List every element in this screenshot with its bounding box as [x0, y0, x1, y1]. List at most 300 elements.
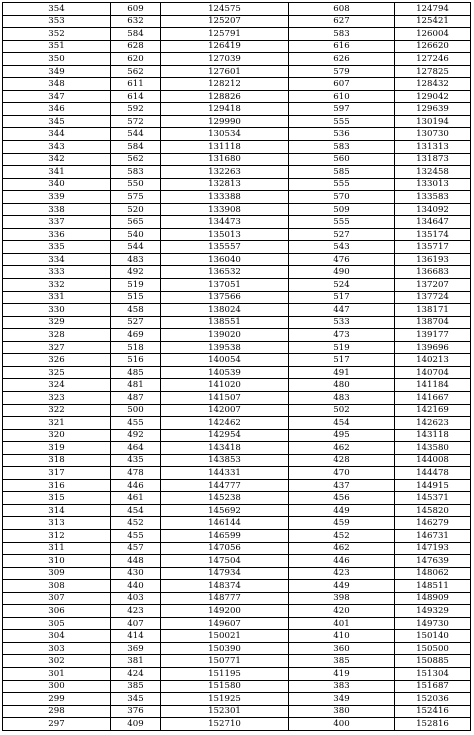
cell-score: 330 — [3, 304, 111, 317]
cell-score: 349 — [3, 65, 111, 78]
cell-score: 342 — [3, 153, 111, 166]
cell-count-a: 369 — [111, 642, 161, 655]
table-row — [3, 103, 471, 116]
cell-score: 334 — [3, 253, 111, 266]
cell-cumulative-b: 144478 — [395, 467, 471, 480]
table-row — [3, 354, 471, 367]
cell-count-a: 544 — [111, 241, 161, 254]
cell-count-b: 517 — [289, 354, 395, 367]
cell-cumulative-b: 152036 — [395, 693, 471, 706]
table-row — [3, 40, 471, 53]
cell-cumulative-a: 129990 — [161, 115, 289, 128]
table-row — [3, 617, 471, 630]
cell-score: 344 — [3, 128, 111, 141]
cell-count-b: 626 — [289, 53, 395, 66]
cell-cumulative-b: 143118 — [395, 429, 471, 442]
cell-cumulative-b: 142169 — [395, 404, 471, 417]
cell-count-a: 478 — [111, 467, 161, 480]
cell-count-a: 592 — [111, 103, 161, 116]
cell-cumulative-a: 139020 — [161, 329, 289, 342]
cell-count-b: 452 — [289, 529, 395, 542]
cell-cumulative-b: 139177 — [395, 329, 471, 342]
table-row — [3, 228, 471, 241]
cell-count-a: 409 — [111, 718, 161, 731]
cell-score: 347 — [3, 90, 111, 103]
cell-cumulative-b: 131873 — [395, 153, 471, 166]
cell-count-a: 461 — [111, 492, 161, 505]
cell-count-b: 385 — [289, 655, 395, 668]
cell-score: 329 — [3, 316, 111, 329]
cell-cumulative-a: 152710 — [161, 718, 289, 731]
cell-cumulative-b: 148909 — [395, 592, 471, 605]
cell-count-a: 519 — [111, 279, 161, 292]
cell-count-a: 583 — [111, 166, 161, 179]
cell-count-b: 420 — [289, 605, 395, 618]
cell-count-a: 407 — [111, 617, 161, 630]
cell-score: 340 — [3, 178, 111, 191]
cell-count-b: 490 — [289, 266, 395, 279]
cell-score: 320 — [3, 429, 111, 442]
cell-score: 312 — [3, 529, 111, 542]
cell-cumulative-b: 137207 — [395, 279, 471, 292]
cell-cumulative-b: 141184 — [395, 379, 471, 392]
cell-count-a: 430 — [111, 567, 161, 580]
cell-count-b: 480 — [289, 379, 395, 392]
cell-cumulative-a: 130534 — [161, 128, 289, 141]
cell-score: 297 — [3, 718, 111, 731]
cell-score: 316 — [3, 479, 111, 492]
cell-count-a: 455 — [111, 529, 161, 542]
cell-cumulative-a: 132263 — [161, 166, 289, 179]
cell-cumulative-b: 151304 — [395, 667, 471, 680]
table-row — [3, 191, 471, 204]
cell-cumulative-b: 149329 — [395, 605, 471, 618]
table-row — [3, 128, 471, 141]
cell-score: 352 — [3, 28, 111, 41]
cell-cumulative-b: 140213 — [395, 354, 471, 367]
cell-cumulative-a: 146144 — [161, 517, 289, 530]
cell-count-b: 555 — [289, 216, 395, 229]
cell-cumulative-a: 151195 — [161, 667, 289, 680]
cell-cumulative-a: 138024 — [161, 304, 289, 317]
table-row — [3, 178, 471, 191]
cell-count-a: 481 — [111, 379, 161, 392]
cell-count-b: 502 — [289, 404, 395, 417]
cell-cumulative-b: 129042 — [395, 90, 471, 103]
cell-cumulative-a: 141020 — [161, 379, 289, 392]
cell-score: 313 — [3, 517, 111, 530]
cell-score: 300 — [3, 680, 111, 693]
cell-count-b: 401 — [289, 617, 395, 630]
cell-count-b: 517 — [289, 291, 395, 304]
cell-cumulative-a: 142462 — [161, 417, 289, 430]
table-row — [3, 53, 471, 66]
table-row — [3, 203, 471, 216]
cell-cumulative-a: 139538 — [161, 341, 289, 354]
table-row — [3, 467, 471, 480]
cell-score: 337 — [3, 216, 111, 229]
cell-cumulative-a: 148777 — [161, 592, 289, 605]
cell-count-b: 470 — [289, 467, 395, 480]
cell-cumulative-b: 141667 — [395, 391, 471, 404]
cell-count-b: 583 — [289, 28, 395, 41]
cell-count-a: 550 — [111, 178, 161, 191]
cell-count-a: 381 — [111, 655, 161, 668]
cell-count-b: 607 — [289, 78, 395, 91]
cell-count-b: 543 — [289, 241, 395, 254]
cell-count-a: 440 — [111, 580, 161, 593]
cell-count-b: 400 — [289, 718, 395, 731]
cell-score: 309 — [3, 567, 111, 580]
cell-count-a: 458 — [111, 304, 161, 317]
cell-cumulative-b: 125421 — [395, 15, 471, 28]
cell-score: 311 — [3, 542, 111, 555]
cell-count-b: 437 — [289, 479, 395, 492]
cell-count-a: 575 — [111, 191, 161, 204]
cell-cumulative-b: 127825 — [395, 65, 471, 78]
cell-count-a: 469 — [111, 329, 161, 342]
cell-score: 303 — [3, 642, 111, 655]
table-row — [3, 65, 471, 78]
cell-cumulative-b: 147193 — [395, 542, 471, 555]
table-row — [3, 366, 471, 379]
cell-count-a: 485 — [111, 366, 161, 379]
cell-cumulative-a: 133388 — [161, 191, 289, 204]
cell-cumulative-b: 148062 — [395, 567, 471, 580]
cell-cumulative-b: 134092 — [395, 203, 471, 216]
cell-count-b: 462 — [289, 542, 395, 555]
cell-score: 321 — [3, 417, 111, 430]
cell-cumulative-b: 127246 — [395, 53, 471, 66]
cell-count-b: 446 — [289, 555, 395, 568]
cell-count-b: 459 — [289, 517, 395, 530]
cell-cumulative-b: 148511 — [395, 580, 471, 593]
cell-cumulative-b: 130194 — [395, 115, 471, 128]
cell-cumulative-a: 125791 — [161, 28, 289, 41]
cell-cumulative-a: 149200 — [161, 605, 289, 618]
cell-count-b: 608 — [289, 3, 395, 16]
cell-cumulative-a: 136040 — [161, 253, 289, 266]
cell-cumulative-b: 133013 — [395, 178, 471, 191]
cell-score: 327 — [3, 341, 111, 354]
cell-cumulative-a: 149607 — [161, 617, 289, 630]
table-row — [3, 580, 471, 593]
cell-count-b: 527 — [289, 228, 395, 241]
cell-count-b: 483 — [289, 391, 395, 404]
cell-count-b: 597 — [289, 103, 395, 116]
table-row — [3, 592, 471, 605]
cell-cumulative-a: 151580 — [161, 680, 289, 693]
cell-count-a: 500 — [111, 404, 161, 417]
cell-score: 304 — [3, 630, 111, 643]
table-row — [3, 542, 471, 555]
cell-cumulative-b: 149730 — [395, 617, 471, 630]
cell-cumulative-b: 135717 — [395, 241, 471, 254]
cell-score: 341 — [3, 166, 111, 179]
cell-score: 332 — [3, 279, 111, 292]
cell-cumulative-b: 147639 — [395, 555, 471, 568]
table-row — [3, 329, 471, 342]
table-row — [3, 492, 471, 505]
cell-cumulative-a: 135557 — [161, 241, 289, 254]
table-row — [3, 266, 471, 279]
cell-score: 299 — [3, 693, 111, 706]
cell-count-a: 345 — [111, 693, 161, 706]
cell-score: 315 — [3, 492, 111, 505]
cell-score: 319 — [3, 442, 111, 455]
cell-cumulative-a: 127601 — [161, 65, 289, 78]
cell-score: 306 — [3, 605, 111, 618]
cell-cumulative-a: 148374 — [161, 580, 289, 593]
table-row — [3, 555, 471, 568]
cell-cumulative-a: 151925 — [161, 693, 289, 706]
cell-count-a: 584 — [111, 28, 161, 41]
table-row — [3, 379, 471, 392]
cell-count-b: 533 — [289, 316, 395, 329]
cell-count-a: 385 — [111, 680, 161, 693]
cell-count-a: 516 — [111, 354, 161, 367]
table-row — [3, 141, 471, 154]
table-row — [3, 417, 471, 430]
cell-cumulative-a: 150771 — [161, 655, 289, 668]
cell-count-b: 428 — [289, 454, 395, 467]
cell-count-b: 570 — [289, 191, 395, 204]
table-row — [3, 153, 471, 166]
cell-count-a: 492 — [111, 266, 161, 279]
cell-cumulative-b: 143580 — [395, 442, 471, 455]
cell-count-a: 562 — [111, 65, 161, 78]
score-distribution-table — [2, 2, 471, 731]
cell-cumulative-a: 134473 — [161, 216, 289, 229]
cell-cumulative-a: 147056 — [161, 542, 289, 555]
cell-count-a: 454 — [111, 504, 161, 517]
cell-count-b: 456 — [289, 492, 395, 505]
table-row — [3, 241, 471, 254]
cell-cumulative-a: 145692 — [161, 504, 289, 517]
cell-cumulative-b: 136193 — [395, 253, 471, 266]
cell-score: 325 — [3, 366, 111, 379]
cell-cumulative-b: 134647 — [395, 216, 471, 229]
cell-cumulative-b: 137724 — [395, 291, 471, 304]
table-row — [3, 642, 471, 655]
cell-cumulative-a: 147504 — [161, 555, 289, 568]
cell-count-a: 562 — [111, 153, 161, 166]
cell-count-b: 423 — [289, 567, 395, 580]
table-row — [3, 454, 471, 467]
table-row — [3, 78, 471, 91]
cell-cumulative-b: 151687 — [395, 680, 471, 693]
cell-score: 317 — [3, 467, 111, 480]
cell-count-a: 515 — [111, 291, 161, 304]
cell-score: 339 — [3, 191, 111, 204]
cell-cumulative-b: 144915 — [395, 479, 471, 492]
cell-count-a: 455 — [111, 417, 161, 430]
cell-count-a: 609 — [111, 3, 161, 16]
cell-count-a: 448 — [111, 555, 161, 568]
cell-cumulative-a: 138551 — [161, 316, 289, 329]
table-row — [3, 316, 471, 329]
cell-cumulative-a: 150390 — [161, 642, 289, 655]
cell-count-a: 424 — [111, 667, 161, 680]
cell-score: 335 — [3, 241, 111, 254]
cell-cumulative-b: 152416 — [395, 705, 471, 718]
table-row — [3, 115, 471, 128]
cell-score: 323 — [3, 391, 111, 404]
table-body — [3, 3, 471, 731]
cell-cumulative-b: 138171 — [395, 304, 471, 317]
cell-count-a: 572 — [111, 115, 161, 128]
cell-count-b: 383 — [289, 680, 395, 693]
cell-count-b: 447 — [289, 304, 395, 317]
cell-count-b: 462 — [289, 442, 395, 455]
cell-cumulative-b: 140704 — [395, 366, 471, 379]
cell-score: 322 — [3, 404, 111, 417]
cell-count-a: 565 — [111, 216, 161, 229]
cell-cumulative-b: 145820 — [395, 504, 471, 517]
cell-score: 305 — [3, 617, 111, 630]
cell-score: 324 — [3, 379, 111, 392]
cell-count-a: 518 — [111, 341, 161, 354]
cell-score: 350 — [3, 53, 111, 66]
cell-cumulative-a: 128826 — [161, 90, 289, 103]
table-row — [3, 15, 471, 28]
table-row — [3, 253, 471, 266]
cell-count-b: 519 — [289, 341, 395, 354]
cell-count-a: 492 — [111, 429, 161, 442]
table-row — [3, 279, 471, 292]
cell-cumulative-b: 142623 — [395, 417, 471, 430]
cell-score: 353 — [3, 15, 111, 28]
cell-cumulative-b: 144008 — [395, 454, 471, 467]
cell-cumulative-b: 146279 — [395, 517, 471, 530]
cell-count-b: 380 — [289, 705, 395, 718]
table-row — [3, 166, 471, 179]
table-row — [3, 655, 471, 668]
cell-count-a: 614 — [111, 90, 161, 103]
table-row — [3, 517, 471, 530]
cell-cumulative-a: 143853 — [161, 454, 289, 467]
cell-cumulative-a: 150021 — [161, 630, 289, 643]
cell-count-b: 536 — [289, 128, 395, 141]
cell-cumulative-a: 131118 — [161, 141, 289, 154]
cell-score: 351 — [3, 40, 111, 53]
cell-score: 326 — [3, 354, 111, 367]
cell-cumulative-a: 125207 — [161, 15, 289, 28]
cell-score: 328 — [3, 329, 111, 342]
cell-cumulative-b: 145371 — [395, 492, 471, 505]
cell-count-a: 423 — [111, 605, 161, 618]
cell-count-b: 583 — [289, 141, 395, 154]
cell-score: 301 — [3, 667, 111, 680]
cell-cumulative-a: 128212 — [161, 78, 289, 91]
cell-count-a: 414 — [111, 630, 161, 643]
cell-cumulative-a: 143418 — [161, 442, 289, 455]
cell-count-b: 491 — [289, 366, 395, 379]
table-row — [3, 391, 471, 404]
cell-cumulative-b: 135174 — [395, 228, 471, 241]
cell-count-a: 527 — [111, 316, 161, 329]
cell-cumulative-a: 147934 — [161, 567, 289, 580]
cell-count-a: 446 — [111, 479, 161, 492]
cell-count-b: 627 — [289, 15, 395, 28]
cell-count-b: 509 — [289, 203, 395, 216]
cell-count-a: 452 — [111, 517, 161, 530]
table-row — [3, 680, 471, 693]
cell-count-a: 628 — [111, 40, 161, 53]
table-row — [3, 479, 471, 492]
table-row — [3, 341, 471, 354]
cell-cumulative-a: 140054 — [161, 354, 289, 367]
cell-cumulative-a: 142007 — [161, 404, 289, 417]
cell-cumulative-b: 126004 — [395, 28, 471, 41]
cell-count-b: 555 — [289, 115, 395, 128]
cell-cumulative-b: 136683 — [395, 266, 471, 279]
cell-count-b: 419 — [289, 667, 395, 680]
cell-count-a: 611 — [111, 78, 161, 91]
cell-count-b: 610 — [289, 90, 395, 103]
cell-count-b: 349 — [289, 693, 395, 706]
table-row — [3, 28, 471, 41]
cell-cumulative-b: 129639 — [395, 103, 471, 116]
cell-cumulative-a: 145238 — [161, 492, 289, 505]
cell-count-b: 360 — [289, 642, 395, 655]
cell-cumulative-a: 142954 — [161, 429, 289, 442]
cell-cumulative-b: 138704 — [395, 316, 471, 329]
cell-count-a: 620 — [111, 53, 161, 66]
cell-cumulative-a: 133908 — [161, 203, 289, 216]
cell-score: 308 — [3, 580, 111, 593]
cell-count-a: 632 — [111, 15, 161, 28]
table-row — [3, 216, 471, 229]
cell-count-a: 457 — [111, 542, 161, 555]
cell-cumulative-a: 126419 — [161, 40, 289, 53]
cell-cumulative-b: 132458 — [395, 166, 471, 179]
cell-score: 318 — [3, 454, 111, 467]
cell-count-a: 584 — [111, 141, 161, 154]
cell-cumulative-a: 136532 — [161, 266, 289, 279]
cell-count-b: 398 — [289, 592, 395, 605]
table-row — [3, 529, 471, 542]
cell-cumulative-b: 146731 — [395, 529, 471, 542]
cell-cumulative-a: 152301 — [161, 705, 289, 718]
cell-count-a: 487 — [111, 391, 161, 404]
cell-count-b: 454 — [289, 417, 395, 430]
cell-score: 314 — [3, 504, 111, 517]
cell-score: 343 — [3, 141, 111, 154]
cell-count-b: 555 — [289, 178, 395, 191]
cell-score: 333 — [3, 266, 111, 279]
table-row — [3, 304, 471, 317]
cell-cumulative-a: 131680 — [161, 153, 289, 166]
table-row — [3, 693, 471, 706]
table-row — [3, 630, 471, 643]
cell-count-b: 449 — [289, 504, 395, 517]
cell-cumulative-a: 137566 — [161, 291, 289, 304]
table-row — [3, 404, 471, 417]
cell-cumulative-b: 150885 — [395, 655, 471, 668]
cell-count-a: 403 — [111, 592, 161, 605]
cell-score: 348 — [3, 78, 111, 91]
cell-cumulative-a: 127039 — [161, 53, 289, 66]
cell-cumulative-b: 131313 — [395, 141, 471, 154]
cell-cumulative-b: 150500 — [395, 642, 471, 655]
table-row — [3, 442, 471, 455]
table-row — [3, 429, 471, 442]
cell-cumulative-a: 135013 — [161, 228, 289, 241]
cell-score: 354 — [3, 3, 111, 16]
cell-cumulative-b: 139696 — [395, 341, 471, 354]
cell-cumulative-a: 137051 — [161, 279, 289, 292]
